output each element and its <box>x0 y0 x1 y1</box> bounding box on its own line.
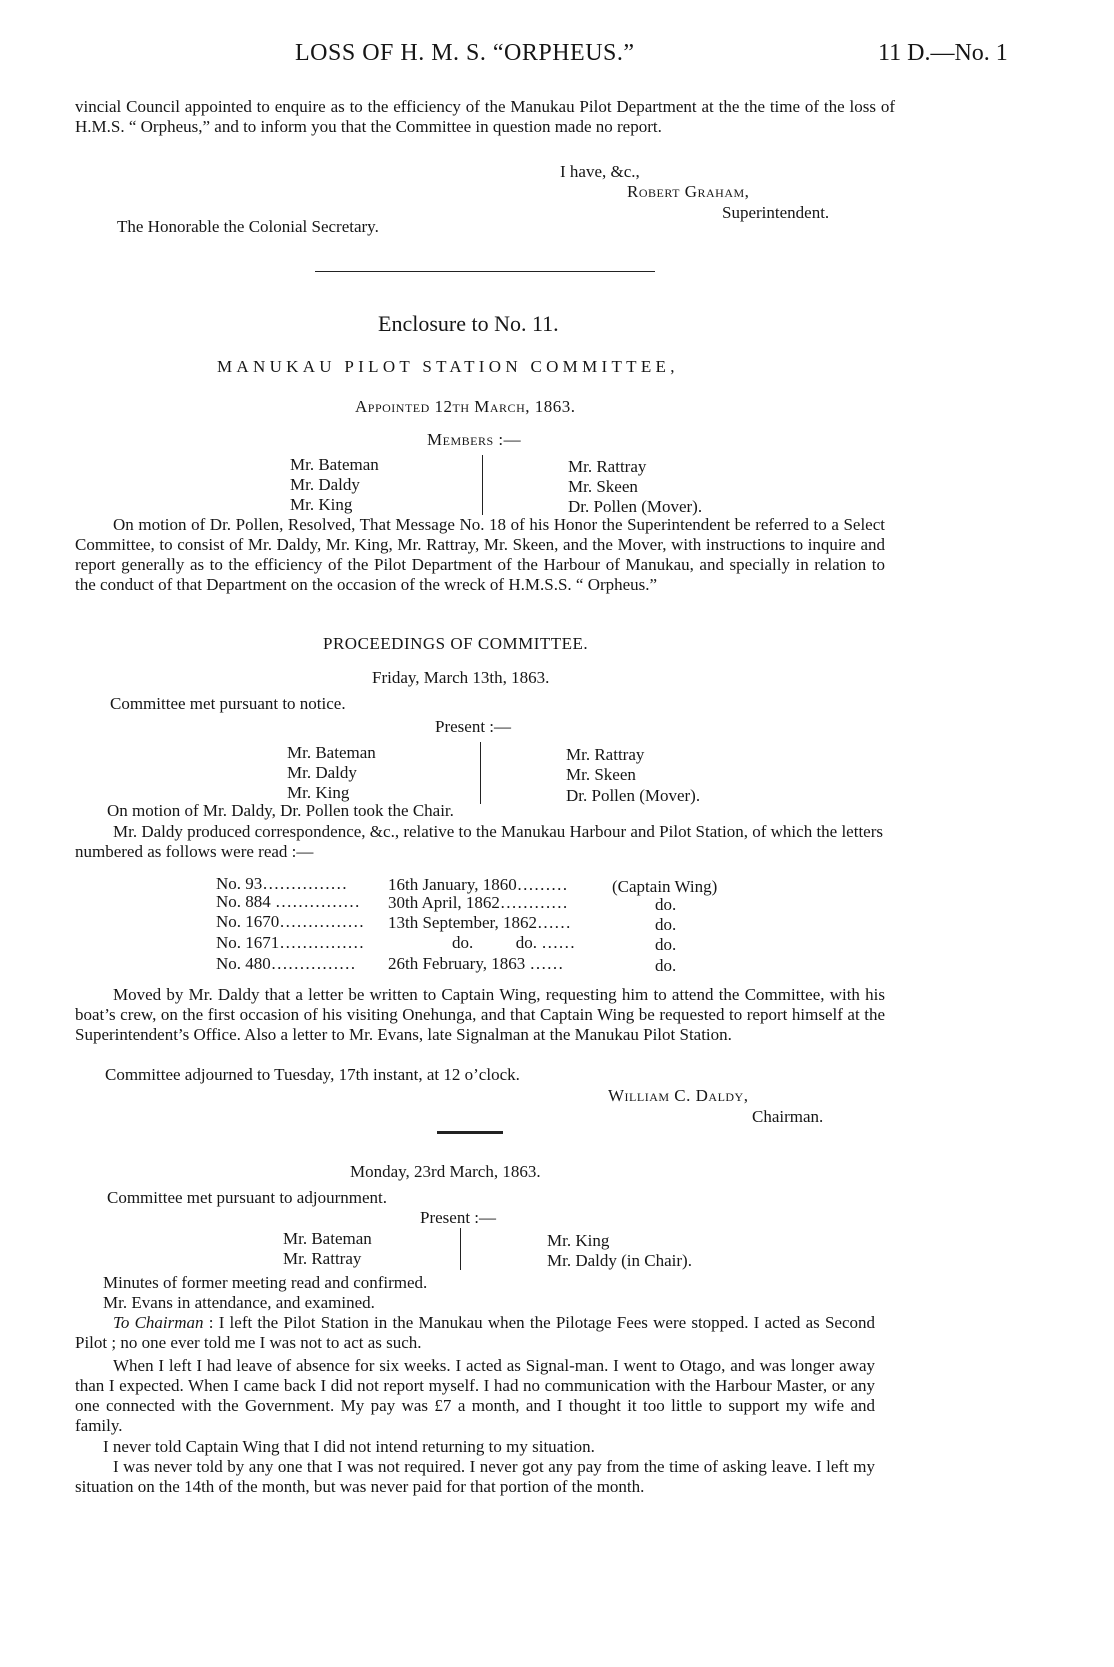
letter-row-2-no: No. 884 …………… <box>216 892 361 911</box>
meeting2-present-divider <box>460 1228 461 1270</box>
meeting2-present-label: Present :— <box>420 1208 497 1227</box>
meeting2-present-right-2: Mr. Daldy (in Chair). <box>547 1251 692 1270</box>
letter-row-3-date: 13th September, 1862…… <box>388 913 571 932</box>
running-title: LOSS OF H. M. S. “ORPHEUS.” <box>295 40 635 66</box>
letter-closing: I have, &c., <box>560 162 640 181</box>
letter-row-1-no: No. 93…………… <box>216 874 348 893</box>
meeting1-signature-name: William C. Daldy, <box>608 1086 749 1105</box>
meeting1-present-right-2: Mr. Skeen <box>566 765 636 784</box>
letter-row-2-date: 30th April, 1862………… <box>388 893 568 912</box>
letter-row-2-from: do. <box>655 895 677 914</box>
meeting2-minutes: Minutes of former meeting read and confirmed. <box>103 1273 428 1292</box>
meeting1-date: Friday, March 13th, 1863. <box>372 668 550 687</box>
letter-row-3-from: do. <box>655 915 677 934</box>
meeting1-present-label: Present :— <box>435 717 512 736</box>
meeting2-present-left-1: Mr. Bateman <box>283 1229 372 1248</box>
meeting1-correspondence: Mr. Daldy produced correspondence, &c., relative to the Manukau Harbour and Pilot Station, of which the letters numbered as follows were read :— <box>75 822 883 861</box>
section-divider <box>315 271 655 272</box>
committee-name: MANUKAU PILOT STATION COMMITTEE, <box>217 357 679 376</box>
meeting1-signature-title: Chairman. <box>752 1107 824 1126</box>
members-left-2: Mr. Daldy <box>290 475 360 494</box>
to-chairman-label: To Chairman <box>113 1313 204 1332</box>
meeting1-present-right-3: Dr. Pollen (Mover). <box>566 786 701 805</box>
members-label: Members :— <box>427 430 522 449</box>
page-reference: 11 D.—No. 1 <box>878 40 1008 66</box>
letter-row-4-date: do. do. …… <box>452 933 576 952</box>
letter-addressee: The Honorable the Colonial Secretary. <box>117 217 379 236</box>
letter-signature-name: Robert Graham, <box>627 182 750 201</box>
meeting-divider <box>437 1131 503 1134</box>
meeting2-present-left-2: Mr. Rattray <box>283 1249 362 1268</box>
members-left-3: Mr. King <box>290 495 353 514</box>
enclosure-heading: Enclosure to No. 11. <box>378 311 559 336</box>
meeting2-attendance: Mr. Evans in attendance, and examined. <box>103 1293 375 1312</box>
letter-signature-title: Superintendent. <box>722 203 830 222</box>
meeting2-to-chairman <box>75 1313 875 1353</box>
members-right-3: Dr. Pollen (Mover). <box>568 497 703 516</box>
letter-row-5-from: do. <box>655 956 677 975</box>
meeting1-met: Committee met pursuant to notice. <box>110 694 346 713</box>
meeting2-present-right-1: Mr. King <box>547 1231 610 1250</box>
letter-row-4-from: do. <box>655 935 677 954</box>
meeting2-pay-paragraph: I was never told by any one that I was not required. I never got any pay from the time of asking leave. I left my situation on the 14th of the month, but was never paid for that portion of the month. <box>75 1457 875 1496</box>
members-right-1: Mr. Rattray <box>568 457 647 476</box>
meeting1-present-left-3: Mr. King <box>287 783 350 802</box>
meeting1-present-left-2: Mr. Daldy <box>287 763 357 782</box>
members-right-2: Mr. Skeen <box>568 477 638 496</box>
meeting2-met: Committee met pursuant to adjournment. <box>107 1188 387 1207</box>
letter-row-5-date: 26th February, 1863 …… <box>388 954 564 973</box>
meeting1-present-right-1: Mr. Rattray <box>566 745 645 764</box>
meeting1-chair-motion: On motion of Mr. Daldy, Dr. Pollen took the Chair. <box>107 801 454 820</box>
meeting1-adjourned: Committee adjourned to Tuesday, 17th instant, at 12 o’clock. <box>105 1065 520 1084</box>
letter-row-4-no: No. 1671…………… <box>216 933 365 952</box>
letter-row-1-date: 16th January, 1860……… <box>388 875 568 894</box>
meeting2-leave-paragraph: When I left I had leave of absence for six weeks. I acted as Signal-man. I went to Otago, and was longer away than I expected. When I came back I did not report myself. I had no communication with the Harbour Master, or any one connected with the Government. My pay was £7 a month, and I thought it too little to support my wife and family. <box>75 1356 875 1435</box>
meeting1-present-left-1: Mr. Bateman <box>287 743 376 762</box>
appointed-date: Appointed 12th March, 1863. <box>355 397 576 416</box>
letter-row-5-no: No. 480…………… <box>216 954 356 973</box>
members-left-1: Mr. Bateman <box>290 455 379 474</box>
proceedings-heading: PROCEEDINGS OF COMMITTEE. <box>323 634 589 653</box>
members-divider <box>482 455 483 515</box>
letter-body: vincial Council appointed to enquire as to the efficiency of the Manukau Pilot Department at the the time of the loss of H.M.S. “ Orpheus,” and to inform you that the Committee in question made no report. <box>75 97 895 136</box>
meeting2-never-told-captain: I never told Captain Wing that I did not intend returning to my situation. <box>103 1437 595 1456</box>
meeting1-moved: Moved by Mr. Daldy that a letter be written to Captain Wing, requesting him to attend the Committee, with his boat’s crew, on the first occasion of his visiting Onehunga, and that Captain Wing be requested to report himself at the Superintendent’s Office. Also a letter to Mr. Evans, late Signalman at the Manukau Pilot Station. <box>75 985 885 1044</box>
meeting1-present-divider <box>480 742 481 804</box>
letter-row-3-no: No. 1670…………… <box>216 912 365 931</box>
letter-row-1-from: (Captain Wing) <box>612 877 718 896</box>
to-chairman-text: : I left the Pilot Station in the Manukau when the Pilotage Fees were stopped. I acted as Second Pilot ; no one ever told me I was not to act as such. <box>75 1313 876 1352</box>
resolution-motion: On motion of Dr. Pollen, Resolved, That Message No. 18 of his Honor the Superintendent be referred to a Select Committee, to consist of Mr. Daldy, Mr. King, Mr. Rattray, Mr. Skeen, and the Mover, with instructions to inquire and report generally as to the efficiency of the Pilot Department of the Harbour of Manukau, and specially in relation to the conduct of that Department on the occasion of the wreck of H.M.S.S. “ Orpheus.” <box>75 515 885 594</box>
meeting2-date: Monday, 23rd March, 1863. <box>350 1162 541 1181</box>
